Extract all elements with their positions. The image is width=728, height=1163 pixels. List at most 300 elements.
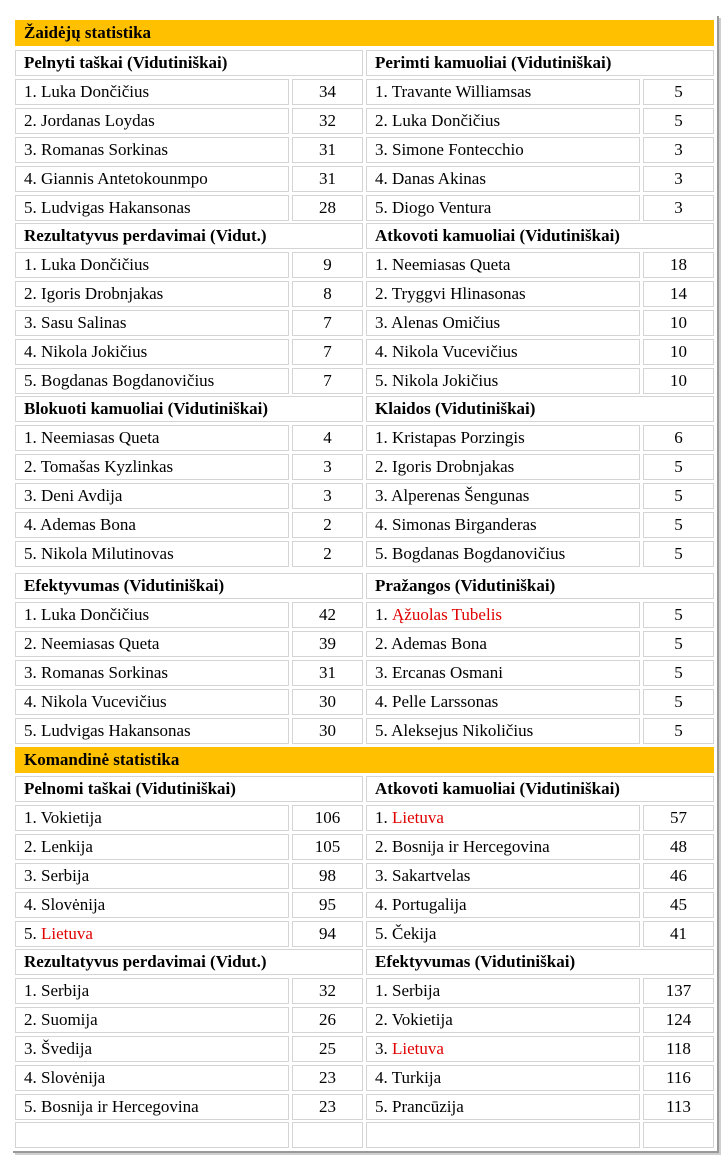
rank-number: 4. [375,895,388,914]
name-cell [15,978,289,1004]
value-cell: 5 [643,718,714,744]
table-row [15,978,363,1004]
value-cell: 5 [643,660,714,686]
value-cell: 31 [292,660,363,686]
table-row [15,602,363,628]
table-row [15,137,363,163]
name-cell [366,863,640,889]
entry-name: Luka Dončičius [392,111,501,130]
entry-name: Bosnija ir Hercegovina [41,1097,199,1116]
name-cell [15,281,289,307]
name-cell [15,483,289,509]
rank-number: 1. [375,605,388,624]
table-row [15,425,363,451]
entry-name: Serbija [41,866,90,885]
table-row [15,108,363,134]
name-cell [366,79,640,105]
table-row [366,310,714,336]
value-cell: 3 [292,483,363,509]
value-cell: 118 [643,1036,714,1062]
table-row [15,1094,363,1120]
rank-number: 1. [24,82,37,101]
category-panel [15,50,363,224]
name-cell [366,1007,640,1033]
rank-number: 3. [24,866,37,885]
entry-name: Vokietija [40,808,102,827]
category-panel [366,396,714,570]
value-cell: 46 [643,863,714,889]
table-row [15,166,363,192]
name-cell [366,1036,640,1062]
name-cell [15,195,289,221]
rank-number: 4. [375,342,388,361]
entry-name: Švedija [41,1039,92,1058]
name-cell [15,137,289,163]
category-panel [15,949,363,1123]
value-cell: 48 [643,834,714,860]
rank-number: 3. [24,140,37,159]
name-cell [366,631,640,657]
table-row [15,1007,363,1033]
name-cell [366,281,640,307]
name-cell [366,978,640,1004]
rank-number: 2. [24,111,37,130]
name-cell [15,339,289,365]
category-title: Blokuoti kamuoliai (Vidutiniškai) [15,396,363,422]
name-cell [366,454,640,480]
team-stats-header: Komandinė statistika [15,747,714,773]
rank-number: 4. [24,515,37,534]
table-row [15,368,363,394]
table-row [366,805,714,831]
entry-name: Sakartvelas [392,866,471,885]
entry-name: Lietuva [392,1039,444,1058]
name-cell [15,425,289,451]
value-cell: 94 [292,921,363,947]
rank-number: 2. [24,634,37,653]
empty-value-cell [643,1122,714,1148]
category-title: Klaidos (Vidutiniškai) [366,396,714,422]
rank-number: 4. [375,169,388,188]
name-cell [366,921,640,947]
name-cell [15,310,289,336]
entry-name: Luka Dončičius [41,82,150,101]
rank-number: 2. [375,1010,388,1029]
entry-name: Alperenas Šengunas [391,486,530,505]
entry-name: Luka Dončičius [41,605,150,624]
empty-row-left [15,1122,363,1151]
rank-number: 3. [375,866,388,885]
name-cell [366,718,640,744]
name-cell [15,863,289,889]
rank-number: 4. [24,169,37,188]
name-cell [15,689,289,715]
table-row [366,689,714,715]
name-cell [366,834,640,860]
rank-number: 3. [375,1039,388,1058]
rank-number: 2. [24,1010,37,1029]
rank-number: 4. [375,515,388,534]
value-cell: 95 [292,892,363,918]
table-row [15,512,363,538]
category-panel [366,573,714,747]
rank-number: 5. [375,371,388,390]
entry-name: Lenkija [41,837,93,856]
value-cell: 41 [643,921,714,947]
value-cell: 2 [292,541,363,567]
entry-name: Serbija [392,981,441,1000]
table-row [15,834,363,860]
table-row [366,339,714,365]
name-cell [366,108,640,134]
rank-number: 4. [24,895,37,914]
value-cell: 42 [292,602,363,628]
entry-name: Neemiasas Queta [392,255,511,274]
rank-number: 3. [375,663,388,682]
category-title: Perimti kamuoliai (Vidutiniškai) [366,50,714,76]
table-row [15,805,363,831]
entry-name: Ludvigas Hakansonas [41,198,191,217]
value-cell: 5 [643,631,714,657]
table-row [366,252,714,278]
value-cell: 10 [643,368,714,394]
table-row [366,79,714,105]
rank-number: 5. [24,721,37,740]
table-row [366,281,714,307]
value-cell: 5 [643,483,714,509]
value-cell: 6 [643,425,714,451]
entry-name: Ludvigas Hakansonas [41,721,191,740]
rank-number: 5. [375,198,388,217]
entry-name: Travante Williamsas [391,82,532,101]
value-cell: 5 [643,108,714,134]
name-cell [366,137,640,163]
table-row [15,310,363,336]
name-cell [15,1007,289,1033]
name-cell [366,689,640,715]
value-cell: 3 [292,454,363,480]
name-cell [15,454,289,480]
table-row [15,660,363,686]
entry-name: Portugalija [392,895,467,914]
entry-name: Ąžuolas Tubelis [392,605,503,624]
entry-name: Prancūzija [392,1097,464,1116]
value-cell: 8 [292,281,363,307]
name-cell [366,892,640,918]
rank-number: 5. [24,371,37,390]
table-row [15,1065,363,1091]
name-cell [15,108,289,134]
name-cell [366,339,640,365]
value-cell: 28 [292,195,363,221]
name-cell [366,660,640,686]
category-title: Pražangos (Vidutiniškai) [366,573,714,599]
table-row [366,483,714,509]
name-cell [15,79,289,105]
table-row [366,921,714,947]
name-cell [15,921,289,947]
table-row [15,892,363,918]
table-row [366,863,714,889]
name-cell [366,805,640,831]
table-row [366,892,714,918]
entry-name: Jordanas Loydas [41,111,155,130]
rank-number: 3. [24,313,37,332]
rank-number: 4. [24,342,37,361]
category-panel [366,949,714,1123]
table-row [366,425,714,451]
entry-name: Giannis Antetokounmpo [41,169,208,188]
entry-name: Suomija [41,1010,98,1029]
rank-number: 1. [24,605,37,624]
value-cell: 23 [292,1065,363,1091]
value-cell: 5 [643,602,714,628]
table-row [366,1065,714,1091]
rank-number: 3. [375,140,388,159]
entry-name: Bosnija ir Hercegovina [392,837,550,856]
name-cell [15,368,289,394]
value-cell: 32 [292,108,363,134]
name-cell [366,368,640,394]
value-cell: 10 [643,339,714,365]
entry-name: Nikola Vucevičius [392,342,518,361]
category-title: Efektyvumas (Vidutiniškai) [15,573,363,599]
table-row [366,602,714,628]
entry-name: Romanas Sorkinas [41,140,169,159]
entry-name: Simonas Birganderas [392,515,537,534]
value-cell: 32 [292,978,363,1004]
entry-name: Nikola Jokičius [392,371,499,390]
value-cell: 10 [643,310,714,336]
rank-number: 5. [24,198,37,217]
category-title: Rezultatyvus perdavimai (Vidut.) [15,223,363,249]
table-row [15,79,363,105]
value-cell: 5 [643,512,714,538]
value-cell: 5 [643,79,714,105]
category-title: Atkovoti kamuoliai (Vidutiniškai) [366,223,714,249]
value-cell: 4 [292,425,363,451]
table-row [15,195,363,221]
value-cell: 30 [292,718,363,744]
table-row [366,512,714,538]
table-row [366,631,714,657]
value-cell: 14 [643,281,714,307]
table-row [15,863,363,889]
name-cell [15,541,289,567]
name-cell [15,1094,289,1120]
value-cell: 7 [292,368,363,394]
rank-number: 1. [24,255,37,274]
value-cell: 31 [292,137,363,163]
rank-number: 1. [375,255,388,274]
entry-name: Kristapas Porzingis [392,428,525,447]
name-cell [15,718,289,744]
value-cell: 25 [292,1036,363,1062]
entry-name: Aleksejus Nikoličius [391,721,534,740]
rank-number: 5. [375,924,388,943]
rank-number: 4. [24,692,37,711]
rank-number: 1. [375,82,388,101]
entry-name: Neemiasas Queta [41,428,160,447]
rank-number: 1. [375,981,388,1000]
player-stats-header: Žaidėjų statistika [15,20,714,46]
entry-name: Bogdanas Bogdanovičius [41,371,215,390]
entry-name: Slovėnija [41,895,106,914]
value-cell: 57 [643,805,714,831]
rank-number: 1. [375,428,388,447]
table-row [366,541,714,567]
name-cell [366,425,640,451]
name-cell [366,310,640,336]
category-panel [15,776,363,950]
rank-number: 2. [24,837,37,856]
entry-name: Bogdanas Bogdanovičius [392,544,566,563]
empty-value-cell [292,1122,363,1148]
entry-name: Simone Fontecchio [392,140,524,159]
table-row [366,1094,714,1120]
category-title: Efektyvumas (Vidutiniškai) [366,949,714,975]
value-cell: 31 [292,166,363,192]
rank-number: 1. [24,981,37,1000]
entry-name: Lietuva [392,808,444,827]
value-cell: 3 [643,137,714,163]
value-cell: 23 [292,1094,363,1120]
rank-number: 3. [24,486,37,505]
rank-number: 5. [375,544,388,563]
rank-number: 5. [24,924,37,943]
table-row [366,137,714,163]
name-cell [15,805,289,831]
rank-number: 4. [375,1068,388,1087]
entry-name: Danas Akinas [392,169,486,188]
name-cell [15,834,289,860]
name-cell [366,1065,640,1091]
name-cell [366,602,640,628]
entry-name: Ademas Bona [391,634,487,653]
name-cell [366,252,640,278]
empty-name-cell [15,1122,289,1148]
entry-name: Igoris Drobnjakas [41,284,164,303]
category-panel [15,573,363,747]
table-row [15,541,363,567]
table-row [15,483,363,509]
value-cell: 45 [643,892,714,918]
rank-number: 2. [375,457,388,476]
rank-number: 3. [24,1039,37,1058]
name-cell [366,541,640,567]
empty-row-right [366,1122,714,1151]
name-cell [15,512,289,538]
table-row [366,660,714,686]
table-row [366,368,714,394]
value-cell: 18 [643,252,714,278]
entry-name: Alenas Omičius [391,313,501,332]
table-row [366,1007,714,1033]
category-panel [366,223,714,397]
empty-name-cell [366,1122,640,1148]
name-cell [366,195,640,221]
entry-name: Ademas Bona [40,515,136,534]
table-row [15,281,363,307]
category-title: Atkovoti kamuoliai (Vidutiniškai) [366,776,714,802]
table-row [366,718,714,744]
rank-number: 5. [375,1097,388,1116]
rank-number: 1. [24,808,37,827]
value-cell: 105 [292,834,363,860]
value-cell: 2 [292,512,363,538]
rank-number: 2. [24,457,37,476]
entry-name: Čekija [392,924,437,943]
category-title: Pelnyti taškai (Vidutiniškai) [15,50,363,76]
table-row [366,454,714,480]
rank-number: 2. [375,284,388,303]
rank-number: 5. [375,721,388,740]
value-cell: 5 [643,541,714,567]
value-cell: 30 [292,689,363,715]
category-title: Pelnomi taškai (Vidutiniškai) [15,776,363,802]
entry-name: Neemiasas Queta [41,634,160,653]
name-cell [366,483,640,509]
rank-number: 3. [375,313,388,332]
name-cell [15,1036,289,1062]
table-row [366,166,714,192]
value-cell: 116 [643,1065,714,1091]
value-cell: 3 [643,195,714,221]
table-row [366,834,714,860]
entry-name: Slovėnija [41,1068,106,1087]
value-cell: 106 [292,805,363,831]
table-row [366,1036,714,1062]
value-cell: 3 [643,166,714,192]
table-row [15,454,363,480]
name-cell [15,631,289,657]
value-cell: 34 [292,79,363,105]
category-title: Rezultatyvus perdavimai (Vidut.) [15,949,363,975]
category-panel [366,776,714,950]
table-row [15,689,363,715]
rank-number: 5. [24,1097,37,1116]
entry-name: Tomašas Kyzlinkas [40,457,174,476]
value-cell: 39 [292,631,363,657]
category-panel [15,396,363,570]
name-cell [366,1094,640,1120]
entry-name: Igoris Drobnjakas [392,457,515,476]
category-panel [366,50,714,224]
entry-name: Romanas Sorkinas [41,663,169,682]
value-cell: 124 [643,1007,714,1033]
name-cell [15,166,289,192]
name-cell [15,1065,289,1091]
value-cell: 9 [292,252,363,278]
entry-name: Ercanas Osmani [392,663,503,682]
entry-name: Nikola Vucevičius [41,692,167,711]
entry-name: Nikola Milutinovas [41,544,174,563]
rank-number: 1. [24,428,37,447]
table-row [366,978,714,1004]
entry-name: Sasu Salinas [41,313,127,332]
name-cell [366,166,640,192]
name-cell [15,892,289,918]
entry-name: Lietuva [41,924,93,943]
table-row [366,195,714,221]
rank-number: 3. [375,486,388,505]
value-cell: 113 [643,1094,714,1120]
name-cell [15,252,289,278]
rank-number: 2. [24,284,37,303]
table-row [15,921,363,947]
rank-number: 2. [375,634,388,653]
table-row [366,108,714,134]
